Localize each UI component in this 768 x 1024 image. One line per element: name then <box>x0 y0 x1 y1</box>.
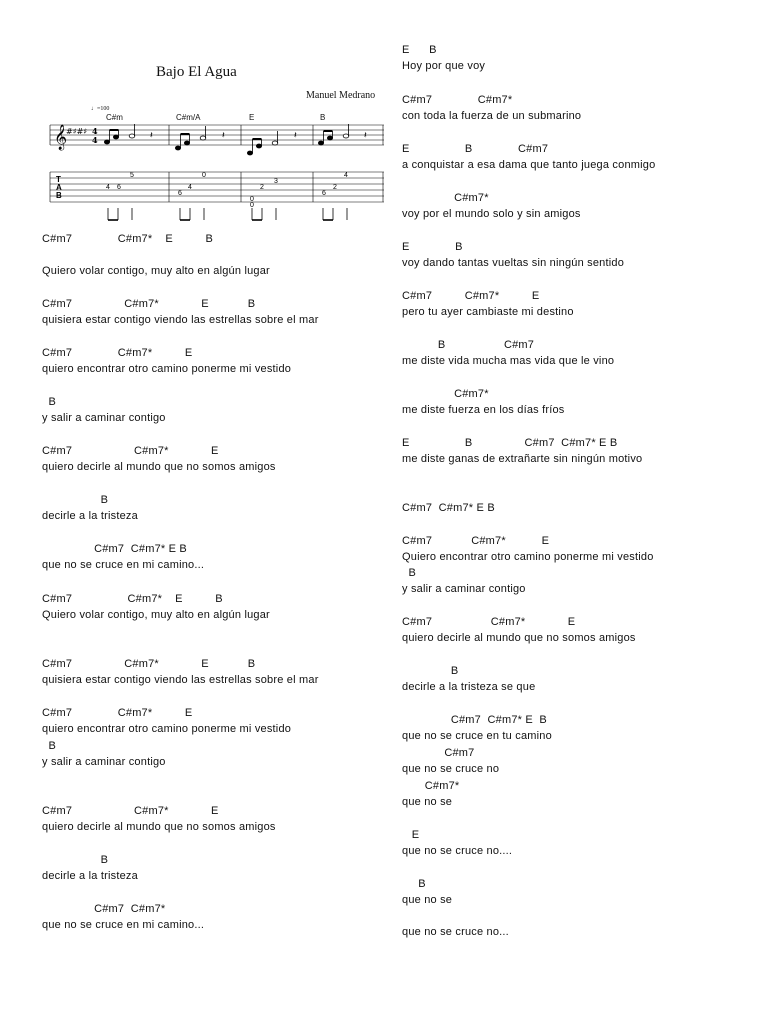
svg-text:6: 6 <box>178 190 182 197</box>
lyric-line: decirle a la tristeza <box>42 870 138 882</box>
time-signature-bottom: 4 <box>92 135 98 145</box>
chord-line: C#m7 C#m7* <box>42 903 166 915</box>
svg-text:4: 4 <box>106 184 110 191</box>
svg-text:0: 0 <box>250 202 254 209</box>
svg-text:A: A <box>56 183 62 192</box>
chord-line: C#m7 C#m7* E <box>402 290 540 302</box>
chord-line: B <box>402 665 459 677</box>
lyric-line: que no se cruce en tu camino <box>402 730 552 742</box>
svg-text:2: 2 <box>260 184 264 191</box>
chord-line: B <box>42 494 109 506</box>
chord-line: C#m7 C#m7* E B <box>402 502 495 514</box>
lyric-line: me diste fuerza en los días fríos <box>402 404 565 416</box>
chord-line: C#m7 C#m7* <box>402 94 513 106</box>
svg-text:0: 0 <box>202 172 206 179</box>
lyric-line: Hoy por que voy <box>402 60 486 72</box>
lyric-line: me diste ganas de extrañarte sin ningún motivo <box>402 453 643 465</box>
lyric-line: quiero decirle al mundo que no somos amigos <box>42 461 276 473</box>
svg-text:T: T <box>56 175 61 184</box>
lyric-line: pero tu ayer cambiaste mi destino <box>402 306 574 318</box>
lyric-line: voy dando tantas vueltas sin ningún sentido <box>402 257 625 269</box>
svg-text:4: 4 <box>188 184 192 191</box>
chord-line: E B C#m7 <box>402 143 549 155</box>
chord-line: B <box>42 396 57 408</box>
strum-marks <box>108 208 347 220</box>
svg-text:5: 5 <box>130 172 134 179</box>
standard-staff <box>50 125 384 145</box>
score-chord-4: B <box>320 113 326 122</box>
song-title: Bajo El Agua <box>156 64 237 80</box>
staff-and-tab-drawing <box>44 42 384 232</box>
lyric-line: decirle a la tristeza <box>42 510 138 522</box>
lyric-line: quiero encontrar otro camino ponerme mi vestido <box>42 723 292 735</box>
chord-line: E B <box>402 44 437 56</box>
lyric-line: voy por el mundo solo y sin amigos <box>402 208 581 220</box>
chord-line: B <box>402 567 417 579</box>
lyric-line: y salir a caminar contigo <box>42 756 166 768</box>
svg-text:2: 2 <box>333 184 337 191</box>
lyric-line: quiero encontrar otro camino ponerme mi vestido <box>42 363 292 375</box>
lyric-line: que no se cruce en mi camino... <box>42 919 205 931</box>
sheet-music-excerpt <box>44 42 384 232</box>
score-chord-1: C#m <box>106 113 123 122</box>
chord-line: B <box>42 854 109 866</box>
lyric-line: con toda la fuerza de un submarino <box>402 110 582 122</box>
lyric-line: que no se cruce no <box>402 763 500 775</box>
lyric-line: que no se cruce no... <box>402 926 509 938</box>
svg-text:𝄽: 𝄽 <box>364 131 367 141</box>
svg-text:𝄽: 𝄽 <box>222 131 225 141</box>
chord-line: C#m7 C#m7* E B <box>42 233 214 245</box>
svg-text:4: 4 <box>344 172 348 179</box>
composer-name: Manuel Medrano <box>306 90 376 101</box>
lyric-line: que no se <box>402 894 453 906</box>
score-chord-2: C#m/A <box>176 113 201 122</box>
chord-line: E <box>402 829 420 841</box>
tempo-marking: ♩=100 <box>91 106 110 112</box>
lyric-line: a conquistar a esa dama que tanto juega conmigo <box>402 159 656 171</box>
lyric-line: decirle a la tristeza se que <box>402 681 536 693</box>
chord-line: C#m7 C#m7* E <box>402 616 576 628</box>
chord-line: C#m7 C#m7* E <box>42 707 193 719</box>
chord-line: C#m7 C#m7* E B <box>42 593 223 605</box>
chord-line: C#m7 C#m7* E B <box>42 298 256 310</box>
lyric-line: me diste vida mucha mas vida que le vino <box>402 355 615 367</box>
chord-line: B <box>402 878 426 890</box>
chord-line: C#m7 C#m7* E B <box>42 658 256 670</box>
chord-line: B C#m7 <box>402 339 535 351</box>
time-signature-top: 4 <box>92 126 98 136</box>
chord-line: B <box>42 740 57 752</box>
svg-text:𝄽: 𝄽 <box>294 131 297 141</box>
chord-line: C#m7 C#m7* E B <box>42 543 187 555</box>
tab-fret-numbers <box>106 172 348 209</box>
chord-line: E B C#m7 C#m7* E B <box>402 437 618 449</box>
lyric-line: y salir a caminar contigo <box>402 583 526 595</box>
chord-line: C#m7 C#m7* E B <box>402 714 547 726</box>
svg-text:6: 6 <box>117 184 121 191</box>
chord-line: C#m7 <box>402 747 475 759</box>
chord-line: C#m7* <box>402 192 489 204</box>
svg-text:0: 0 <box>250 196 254 203</box>
svg-text:3: 3 <box>274 178 278 185</box>
chord-line: C#m7 C#m7* E <box>42 347 193 359</box>
key-signature-icon: #♯#♯ <box>66 127 88 136</box>
lyric-line: quiero decirle al mundo que no somos amigos <box>42 821 276 833</box>
lyric-line: Quiero volar contigo, muy alto en algún lugar <box>42 265 270 277</box>
lyric-line: quiero decirle al mundo que no somos amigos <box>402 632 636 644</box>
score-chord-3: E <box>249 113 255 122</box>
svg-text:𝄽: 𝄽 <box>150 131 153 141</box>
chord-line: C#m7 C#m7* E <box>42 445 219 457</box>
treble-clef-icon: 𝄞 <box>54 125 68 150</box>
lyric-line: Quiero encontrar otro camino ponerme mi vestido <box>402 551 654 563</box>
chord-line: E B <box>402 241 463 253</box>
chord-line: C#m7 C#m7* E <box>42 805 219 817</box>
chord-line: C#m7* <box>402 388 489 400</box>
lyric-line: quisiera estar contigo viendo las estrellas sobre el mar <box>42 314 319 326</box>
tab-clef <box>56 175 62 200</box>
lyric-line: que no se cruce en mi camino... <box>42 559 205 571</box>
lyric-line: que no se cruce no.... <box>402 845 513 857</box>
lyric-line: y salir a caminar contigo <box>42 412 166 424</box>
lyric-line: Quiero volar contigo, muy alto en algún lugar <box>42 609 270 621</box>
svg-text:B: B <box>56 191 62 200</box>
chord-line: C#m7 C#m7* E <box>402 535 550 547</box>
svg-text:6: 6 <box>322 190 326 197</box>
lyric-line: que no se <box>402 796 453 808</box>
chord-line: C#m7* <box>402 780 460 792</box>
note-heads <box>104 124 348 155</box>
lyric-line: quisiera estar contigo viendo las estrellas sobre el mar <box>42 674 319 686</box>
